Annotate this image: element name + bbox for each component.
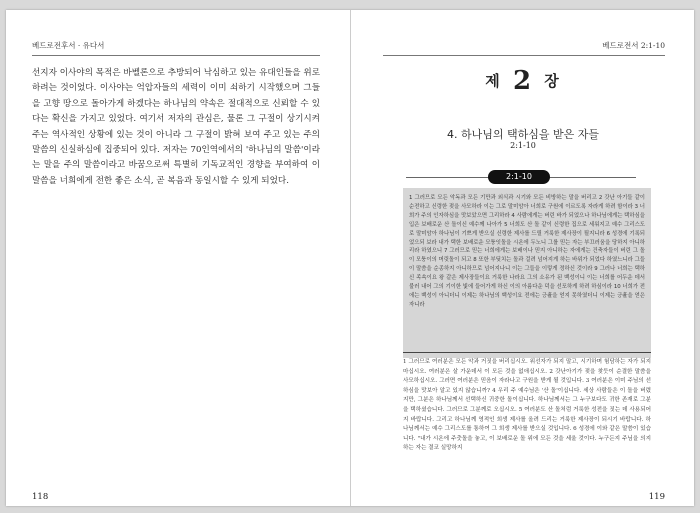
header-rule <box>383 55 665 56</box>
chapter-heading <box>351 66 695 96</box>
page-number: 119 <box>648 492 665 502</box>
scripture-box: 1 그러므로 모든 악독과 모든 기만과 외식과 시기와 모든 비방하는 말을 버리고 2 갓난 아기들 같이 순전하고 신령한 젖을 사모하라 이는 그로 말미암아 너희로 구원에 이르도록 자라게 하려 함이라 3 너희가 주의 인자하심을 맛보았으면 그리하라 4 사람에게는 버린 바가 되었으나 하나님에게는 택하심을 입은 보배로운 산 돌이신 예수께 나아가 5 너희도 산 돌 같이 신령한 집으로 세워지고 예수 그리스도로 말미암아 하나님이 기쁘게 받으실 신령한 제사를 드릴 거룩한 제사장이 될지니라 6 성경에 기록되었으되 보라 내가 택한 보배로운 모퉁잇돌을 시온에 두노니 그를 믿는 자는 부끄러움을 당하지 아니하리라 하였으니 7 그러므로 믿는 너희에게는 보배이나 믿지 아니하는 자에게는 건축자들이 버린 그 돌이 모퉁이의 머릿돌이 되고 8 또한 부딪치는 돌과 걸려 넘어지게 하는 바위가 되었다 하였느니라 그들이 말씀을 순종하지 아니하므로 넘어지나니 이는 그들을 이렇게 정하신 것이라 9 그러나 너희는 택하신 족속이요 왕 같은 제사장들이요 거룩한 나라요 그의 소유가 된 백성이니 이는 너희를 어두운 데서 불러 내어 그의 기이한 빛에 들어가게 하신 이의 아름다운 덕을 선포하게 하려 하심이라 10 너희가 전에는 백성이 아니더니 이제는 하나님의 백성이요 전에는 긍휼을 얻지 못하였더니 이제는 긍휼을 얻은 자니라 <box>403 188 651 358</box>
running-head: 베드로전서 2:1-10 <box>602 41 665 50</box>
body-text: 선지자 이사야의 목적은 바벨론으로 추방되어 낙심하고 있는 유대인들을 위로하려는 것이었다. 이사야는 억압자들의 세력이 이미 쇠하기 시작했으며 그들을 고향 땅으로 돌아가게 하겠다는 하나님의 약속은 절대적으로 신뢰할 수 있다는 확신을 가지고 있었다. 여기서 저자의 관심은, 물론 그 구절이 상기시켜 주는 역사적인 상황에 있는 것이 아니라 그 구절이 밝혀 보여 주고 있는 주의 말씀의 신실하심에 집중되어 있다. 저자는 70인역에서의 '하나님의 말씀'이라는 말을 주의 말씀이라고 바꿈으로써 특별히 기독교적인 경향을 부여하여 이 말씀을 너희에게 전한 좋은 소식, 곧 복음과 동일시할 수 있게 되었다. <box>32 68 320 186</box>
right-page <box>351 10 695 506</box>
passage-tag: 2:1-10 <box>488 170 550 184</box>
left-page <box>6 10 350 506</box>
header-rule <box>32 55 320 56</box>
running-head: 베드로전후서 · 유다서 <box>32 41 105 50</box>
section-reference: 2:1-10 <box>510 141 536 150</box>
translation-text: 1 그러므로 여러분은 모든 악과 거짓을 버리십시오. 위선자가 되지 말고, 시기하며 험담하는 자가 되지 마십시오. 여러분은 살 가운데서 이 모든 것을 없애십시오. 2 갓난아기가 젖을 찾듯이 순결한 말씀을 사모하십시오. 그러면 여러분은 믿음이 자라나고 구원을 받게 될 것입니다. 3 여러분은 이미 주님의 선하심을 맛보아 알고 있지 않습니까? 4 우리 주 예수님은 '산 돌'이십니다. 세상 사람들은 이 돌을 버렸지만, 그분은 하나님께서 선택하신 귀중한 돌이십니다. 하나님께서는 그 누구보다도 귀한 존재로 그분을 택하셨습니다. 그러므로 그분께로 오십시오. 5 여러분도 산 돌처럼 거룩한 성전을 짓는 데 사용되어지 바랍니다. 그리고 하나님께 영적인 희생 제사를 올려 드리는 거룩한 제사장이 되시기 바랍니다. 하나님께서는 예수 그리스도를 통하여 그 희생 제사를 받으실 것입니다. 6 성경에 이와 같은 말씀이 있습니다. "내가 시온에 주춧돌을 놓고, 이 보배로운 돌 위에 모든 것을 세울 것이다. 누구든지 주님을 의지하는 자는 결코 실망하지 <box>403 359 651 452</box>
chapter-suffix: 장 <box>544 72 561 90</box>
divider <box>403 352 651 353</box>
chapter-number: 2 <box>512 66 534 96</box>
section-title: 4. 하나님의 택하심을 받은 자들 <box>447 128 599 141</box>
page-number: 118 <box>32 492 49 502</box>
book-spread <box>6 10 694 506</box>
chapter-prefix: 제 <box>485 72 502 90</box>
